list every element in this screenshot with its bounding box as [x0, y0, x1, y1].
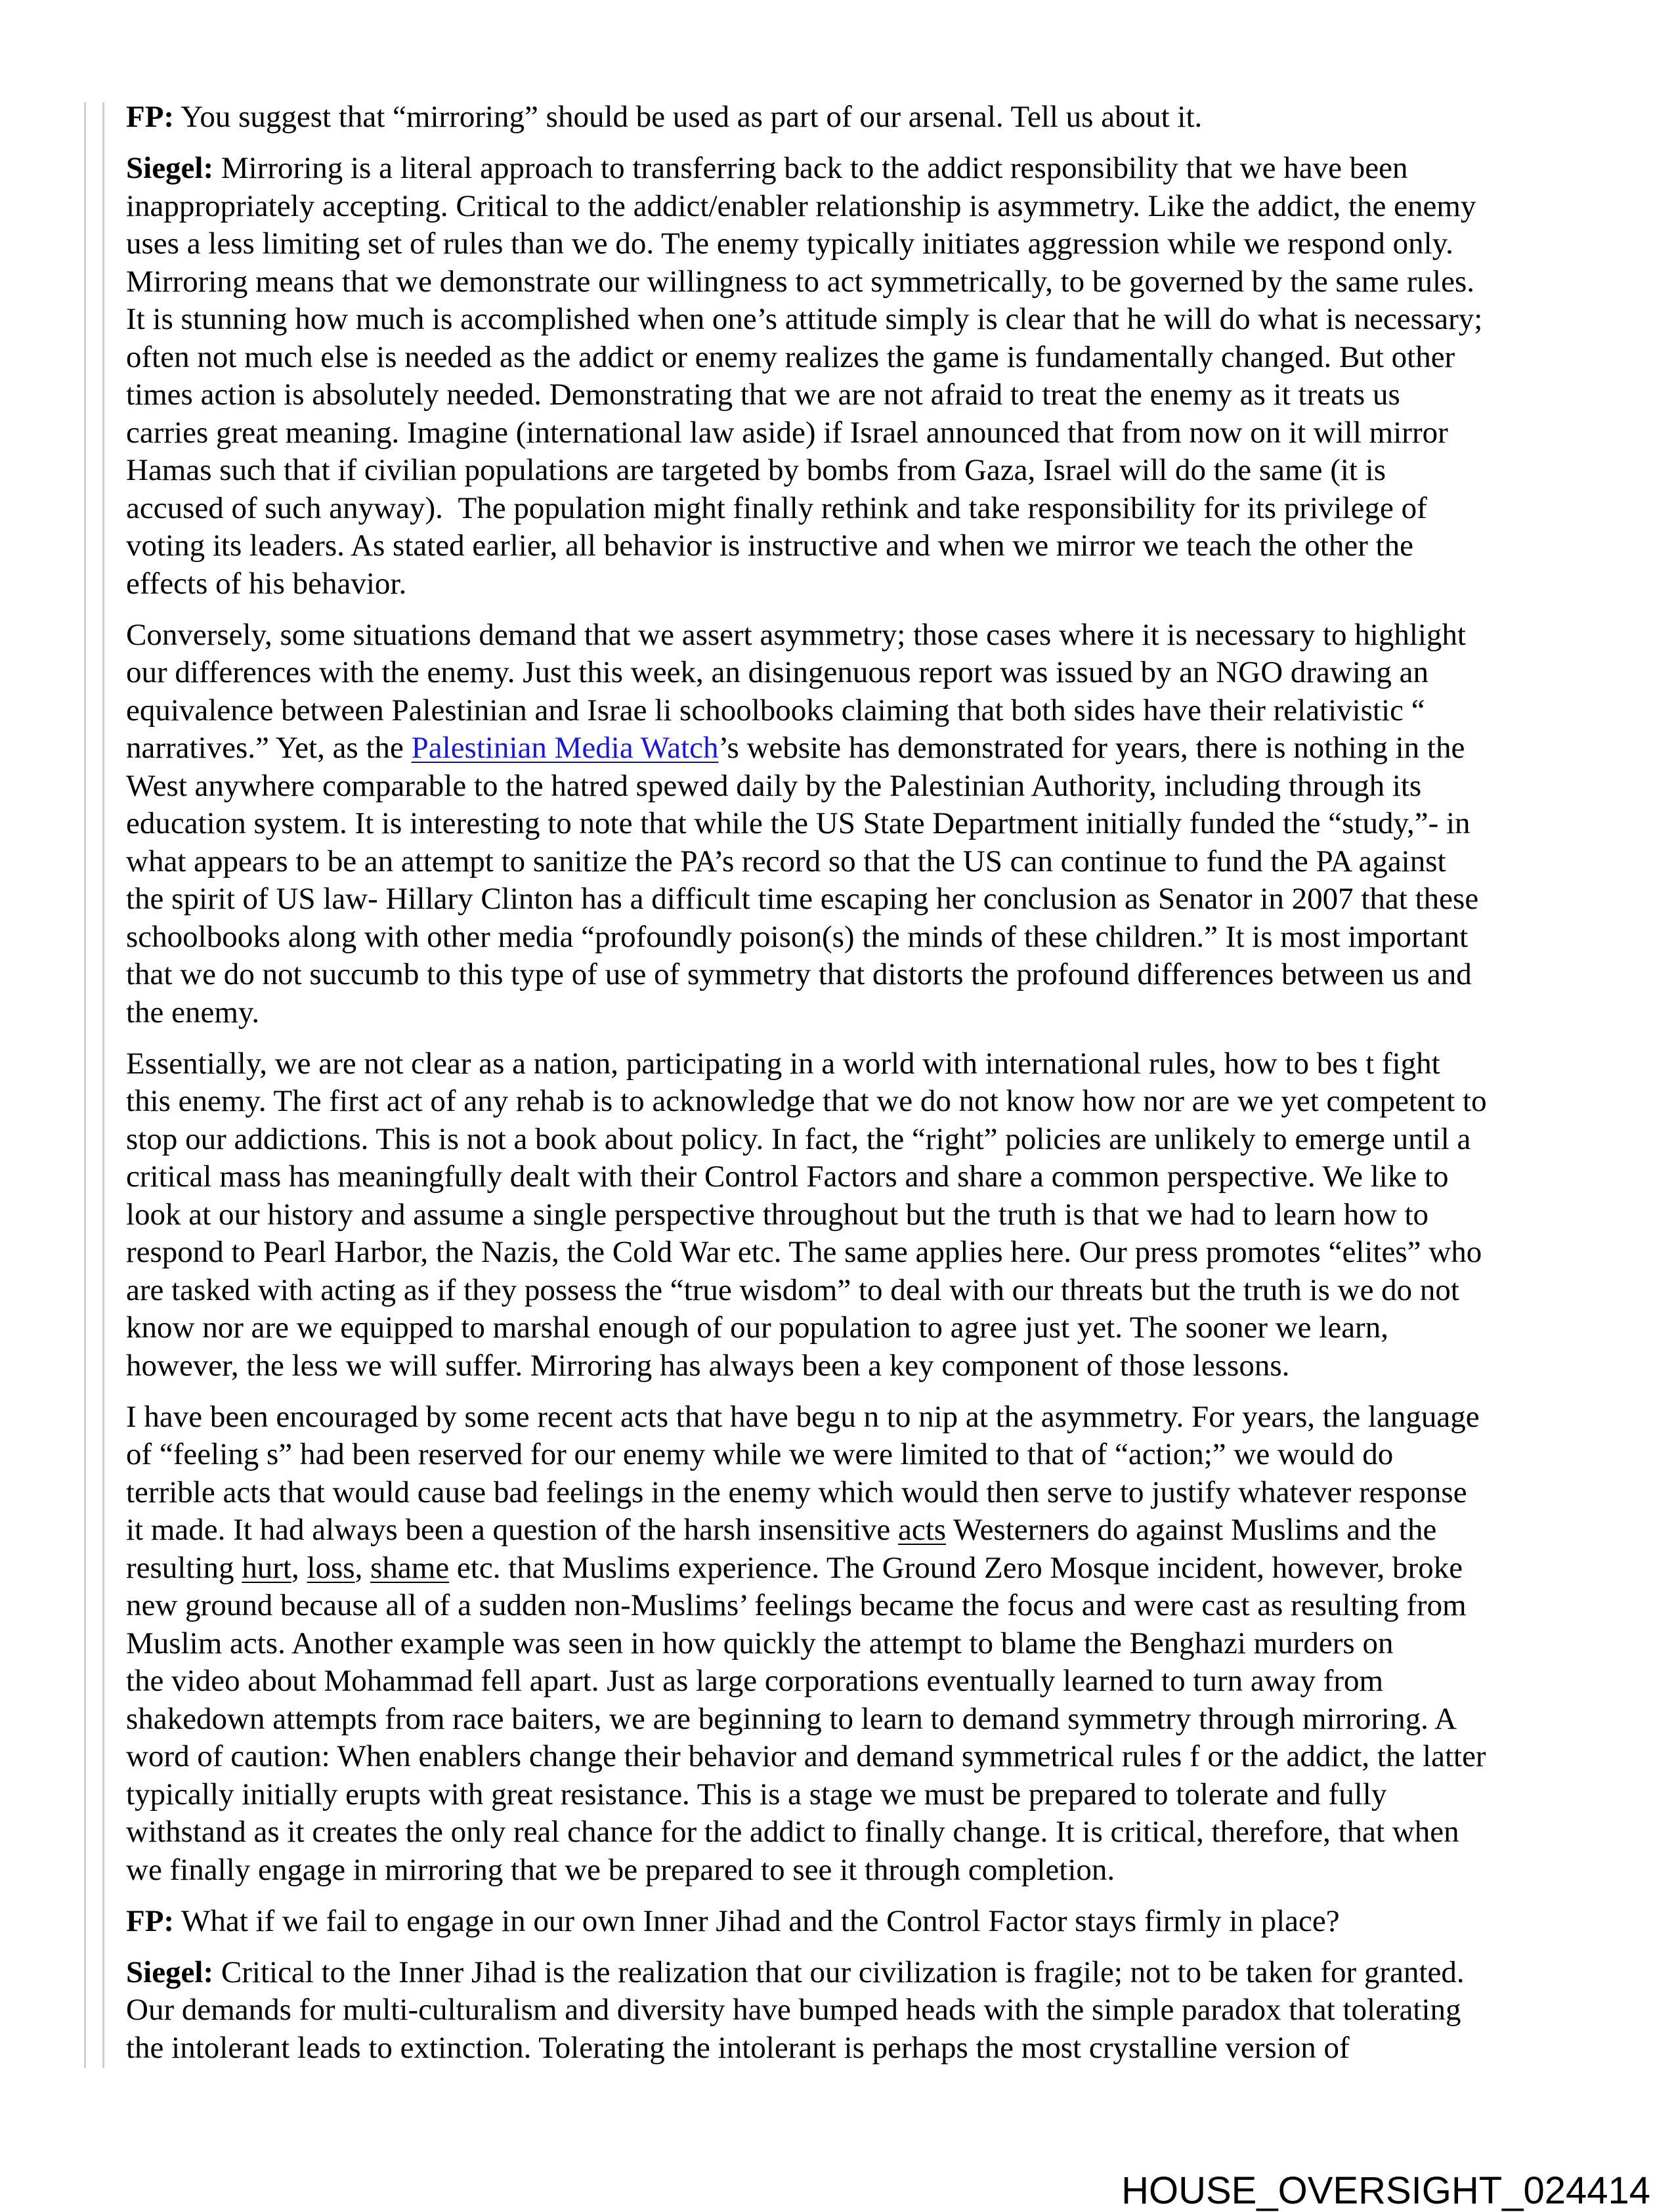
- speaker-label: FP:: [126, 1903, 175, 1938]
- interview-answer: [126, 1954, 1610, 2068]
- margin-rule-outer: [84, 102, 86, 2068]
- text-line: [126, 729, 1610, 768]
- underlined-word: shame: [370, 1550, 450, 1585]
- text-line: typically initially erupts with great resistance. This is a stage we must be prepared to tolerate and fully: [126, 1777, 1387, 1811]
- text-line: the spirit of US law- Hillary Clinton has a difficult time escaping her conclusion as Senator in 2007 that these: [126, 882, 1479, 916]
- text-line: often not much else is needed as the addict or enemy realizes the game is fundamentally changed. But other: [126, 339, 1455, 374]
- line-text: ’s website has demonstrated for years, there is nothing in the: [718, 731, 1465, 765]
- text-line: voting its leaders. As stated earlier, all behavior is instructive and when we mirror we teach the other the: [126, 529, 1414, 563]
- text-line: effects of his behavior.: [126, 566, 407, 601]
- text-line: Mirroring means that we demonstrate our willingness to act symmetrically, to be governed by the same rules.: [126, 264, 1474, 299]
- text-line: that we do not succumb to this type of use of symmetry that distorts the profound differences between us and: [126, 957, 1472, 991]
- line-text: it made. It had always been a question of the harsh insensitive: [126, 1513, 898, 1547]
- text-line: know nor are we equipped to marshal enough of our population to agree just yet. The sooner we learn,: [126, 1311, 1388, 1345]
- line-text: narratives.” Yet, as the: [126, 731, 412, 765]
- line-text: etc. that Muslims experience. The Ground Zero Mosque incident, however, broke: [449, 1550, 1463, 1585]
- text-line: Our demands for multi-culturalism and diversity have bumped heads with the simple paradox that tolerating: [126, 1993, 1461, 2027]
- text-line: look at our history and assume a single perspective throughout but the truth is that we had to learn how to: [126, 1197, 1429, 1232]
- text-line: however, the less we will suffer. Mirroring has always been a key component of those lessons.: [126, 1348, 1290, 1383]
- speaker-label: FP:: [126, 100, 175, 134]
- text-line: Essentially, we are not clear as a nation, participating in a world with international rules, how to bes t fight: [126, 1046, 1440, 1081]
- line-text: Critical to the Inner Jihad is the realization that our civilization is fragile; not to be taken for granted.: [221, 1955, 1465, 1989]
- text-line: [126, 1903, 1610, 1941]
- palestinian-media-watch-link[interactable]: Palestinian Media Watch: [411, 731, 719, 765]
- text-line: our differences with the enemy. Just this week, an disingenuous report was issued by an NGO drawing an: [126, 655, 1429, 689]
- line-text: Westerners do against Muslims and the: [946, 1513, 1437, 1547]
- text-line: uses a less limiting set of rules than we do. The enemy typically initiates aggression while we respond only.: [126, 227, 1453, 261]
- line-text: You suggest that “mirroring” should be used as part of our arsenal. Tell us about it.: [181, 100, 1203, 134]
- text-line: times action is absolutely needed. Demonstrating that we are not afraid to treat the enemy as it treats us: [126, 378, 1400, 412]
- text-line: accused of such anyway). The population might finally rethink and take responsibility for its privilege of: [126, 490, 1427, 525]
- text-line: shakedown attempts from race baiters, we are beginning to learn to demand symmetry through mirroring. A: [126, 1701, 1457, 1736]
- text-line: carries great meaning. Imagine (international law aside) if Israel announced that from now on it will mirror: [126, 415, 1448, 450]
- text-line: respond to Pearl Harbor, the Nazis, the Cold War etc. The same applies here. Our press promotes “elites” who: [126, 1235, 1482, 1269]
- text-line: inappropriately accepting. Critical to the addict/enabler relationship is asymmetry. Like the addict, the enemy: [126, 188, 1476, 223]
- text-line: we finally engage in mirroring that we be prepared to see it through completion.: [126, 1852, 1115, 1887]
- margin-rule-inner: [102, 102, 104, 2068]
- text-line: new ground because all of a sudden non-Muslims’ feelings became the focus and were cast as resulting from: [126, 1588, 1467, 1622]
- document-body: [126, 98, 1610, 2081]
- text-line: education system. It is interesting to note that while the US State Department initially funded the “study,”- in: [126, 806, 1470, 840]
- text-line: I have been encouraged by some recent acts that have begu n to nip at the asymmetry. For years, the language: [126, 1399, 1480, 1434]
- text-line: [126, 1511, 1610, 1550]
- text-line: critical mass has meaningfully dealt with their Control Factors and share a common perspective. We like to: [126, 1160, 1449, 1194]
- line-text: What if we fail to engage in our own Inner Jihad and the Control Factor stays firmly in place?: [181, 1903, 1340, 1938]
- text-line: [126, 1954, 1610, 1992]
- bates-number: HOUSE_OVERSIGHT_024414: [1121, 2169, 1650, 2212]
- interview-question: [126, 98, 1610, 137]
- body-paragraph: [126, 1045, 1610, 1385]
- body-paragraph: [126, 617, 1610, 1032]
- text-line: [126, 98, 1610, 137]
- text-line: what appears to be an attempt to sanitize the PA’s record so that the US can continue to fund the PA against: [126, 844, 1446, 878]
- speaker-label: Siegel:: [126, 1955, 214, 1989]
- underlined-word: hurt: [242, 1550, 291, 1585]
- text-line: this enemy. The first act of any rehab is to acknowledge that we do not know how nor are we yet competent to: [126, 1084, 1487, 1118]
- text-line: [126, 150, 1610, 188]
- speaker-label: Siegel:: [126, 151, 214, 185]
- interview-answer: [126, 150, 1610, 603]
- line-text: Mirroring is a literal approach to transferring back to the addict responsibility that we have been: [221, 151, 1408, 185]
- underlined-word: loss: [307, 1550, 355, 1585]
- text-line: It is stunning how much is accomplished when one’s attitude simply is clear that he will do what is necessary;: [126, 302, 1483, 336]
- line-text: ,: [354, 1550, 371, 1585]
- body-paragraph: [126, 1399, 1610, 1890]
- text-line: the enemy.: [126, 995, 260, 1030]
- text-line: [126, 1550, 1610, 1588]
- line-text: resulting: [126, 1550, 242, 1585]
- text-line: of “feeling s” had been reserved for our enemy while we were limited to that of “action;” we would do: [126, 1437, 1394, 1471]
- text-line: the intolerant leads to extinction. Tolerating the intolerant is perhaps the most crystalline version of: [126, 2030, 1350, 2065]
- text-line: the video about Mohammad fell apart. Just as large corporations eventually learned to turn away from: [126, 1664, 1384, 1698]
- text-line: stop our addictions. This is not a book about policy. In fact, the “right” policies are unlikely to emerge until a: [126, 1121, 1471, 1156]
- line-text: ,: [291, 1550, 307, 1585]
- text-line: are tasked with acting as if they possess the “true wisdom” to deal with our threats but the truth is we do not: [126, 1272, 1459, 1307]
- text-line: Muslim acts. Another example was seen in how quickly the attempt to blame the Benghazi murders on: [126, 1626, 1394, 1660]
- text-line: Conversely, some situations demand that we assert asymmetry; those cases where it is necessary to highlight: [126, 617, 1466, 652]
- text-line: terrible acts that would cause bad feelings in the enemy which would then serve to justify whatever response: [126, 1475, 1467, 1509]
- text-line: West anywhere comparable to the hatred spewed daily by the Palestinian Authority, including through its: [126, 768, 1422, 803]
- text-line: withstand as it creates the only real chance for the addict to finally change. It is critical, therefore, that when: [126, 1815, 1459, 1849]
- text-line: word of caution: When enablers change their behavior and demand symmetrical rules f or the addict, the latter: [126, 1739, 1486, 1773]
- underlined-word: acts: [898, 1513, 947, 1547]
- text-line: equivalence between Palestinian and Israe li schoolbooks claiming that both sides have their relativistic “: [126, 693, 1425, 727]
- text-line: schoolbooks along with other media “profoundly poison(s) the minds of these children.” It is most important: [126, 919, 1469, 954]
- text-line: Hamas such that if civilian populations are targeted by bombs from Gaza, Israel will do the same (it is: [126, 453, 1386, 487]
- interview-question: [126, 1903, 1610, 1941]
